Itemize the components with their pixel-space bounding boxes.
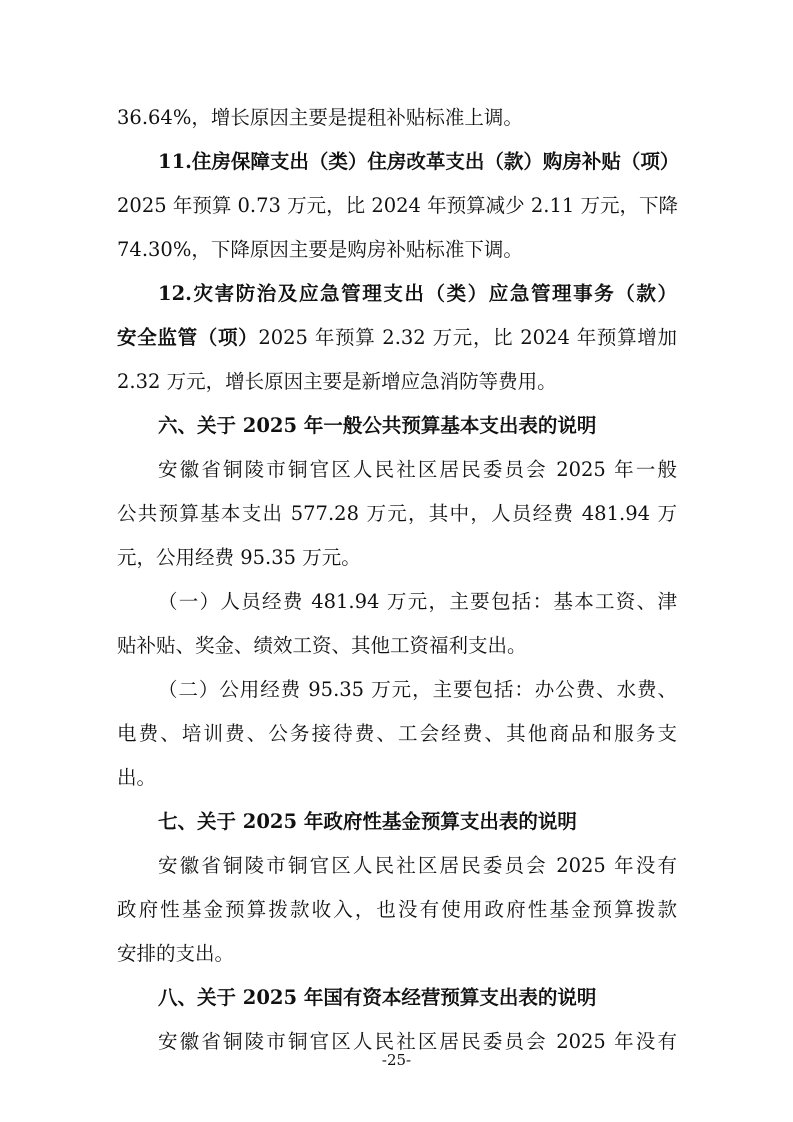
paragraph-line: 公共预算基本支出 577.28 万元，其中，人员经费 481.94 万 — [117, 502, 677, 525]
section-heading-7: 七、关于 2025 年政府性基金预算支出表的说明 — [158, 810, 577, 833]
paragraph-line: 安排的支出。 — [117, 942, 235, 965]
paragraph-line: 出。 — [117, 766, 157, 789]
paragraph-line: 安徽省铜陵市铜官区人民社区居民委员会 2025 年一般 — [158, 458, 677, 481]
paragraph-line: 2025 年预算 0.73 万元，比 2024 年预算减少 2.11 万元，下降 — [117, 194, 678, 217]
paragraph-line: 2.32 万元，增长原因主要是新增应急消防等费用。 — [117, 370, 557, 393]
section-heading-8: 八、关于 2025 年国有资本经营预算支出表的说明 — [158, 986, 597, 1009]
item-heading-12-cont: 安全监管（项） — [117, 326, 259, 349]
paragraph-line: 电费、培训费、公务接待费、工会经费、其他商品和服务支 — [117, 722, 677, 745]
paragraph-line: 贴补贴、奖金、绩效工资、其他工资福利支出。 — [117, 634, 527, 657]
paragraph-line: 政府性基金预算拨款收入，也没有使用政府性基金预算拨款 — [117, 898, 677, 921]
paragraph-line: 元，公用经费 95.35 万元。 — [117, 546, 361, 569]
item-heading-12: 12.灾害防治及应急管理支出（类）应急管理事务（款） — [158, 282, 677, 305]
section-heading-6: 六、关于 2025 年一般公共预算基本支出表的说明 — [158, 414, 597, 437]
paragraph-line: （二）公用经费 95.35 万元，主要包括：办公费、水费、 — [158, 678, 677, 701]
page-number: -25- — [381, 1051, 412, 1069]
paragraph-text: 2025 年预算 2.32 万元，比 2024 年预算增加 — [258, 326, 677, 349]
paragraph-line: 安徽省铜陵市铜官区人民社区居民委员会 2025 年没有 — [158, 1030, 677, 1053]
paragraph-line — [117, 326, 677, 350]
item-heading-11: 11.住房保障支出（类）住房改革支出（款）购房补贴（项） — [158, 150, 680, 173]
paragraph-line: 安徽省铜陵市铜官区人民社区居民委员会 2025 年没有 — [158, 854, 677, 877]
paragraph-line: （一）人员经费 481.94 万元，主要包括：基本工资、津 — [158, 590, 677, 613]
paragraph-line: 36.64%，增长原因主要是提租补贴标准上调。 — [117, 106, 523, 129]
paragraph-line: 74.30%，下降原因主要是购房补贴标准下调。 — [117, 238, 523, 261]
